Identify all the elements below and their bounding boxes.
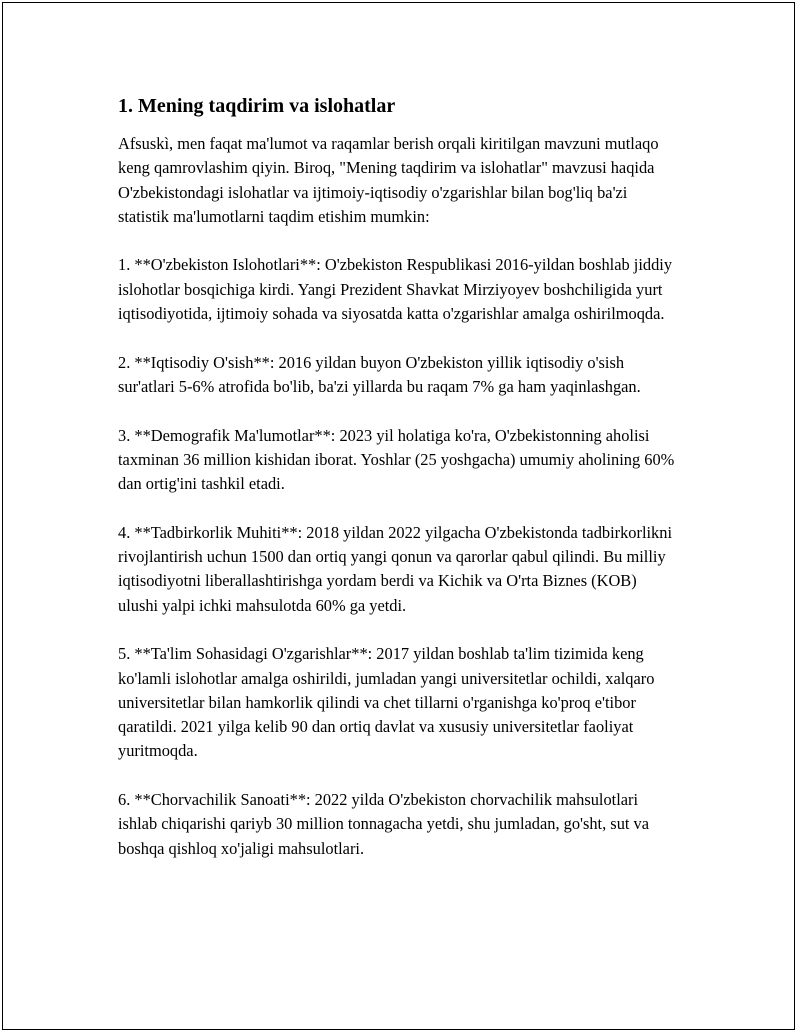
- list-item-livestock: 6. **Chorvachilik Sanoati**: 2022 yilda O'zbekiston chorvachilik mahsulotlari ishlab chiqarishi qariyb 30 million tonnagacha yetdi, shu jumladan, go'sht, sut va boshqa qishloq xo'jaligi mahsulotlari.: [118, 790, 650, 858]
- list-item-demographics: 3. **Demografik Ma'lumotlar**: 2023 yil holatiga ko'ra, O'zbekistonning aholisi taxminan 36 million kishidan iborat. Yoshlar (25 yoshgacha) umumiy aholining 60% dan ortig'ini tashkil etadi.: [118, 425, 675, 494]
- document-title: 1. Mening taqdirim va islohatlar: [118, 95, 396, 117]
- list-item-reforms: 1. **O'zbekiston Islohotlari**: O'zbekiston Respublikasi 2016-yildan boshlab jiddiy islohotlar bosqichiga kirdi. Yangi Prezident Shavkat Mirziyoyev boshchiligida yurt iqtisodiyotida, ijtimoiy sohada va siyosatda katta o'zgarishlar amalga oshirilmoqda.: [118, 255, 673, 324]
- list-item-economic-growth: 2. **Iqtisodiy O'sish**: 2016 yildan buyon O'zbekiston yillik iqtisodiy o'sish sur'atlari 5-6% atrofida bo'lib, ba'zi yillarda bu raqam 7% ga ham yaqinlashgan.: [118, 352, 641, 396]
- list-item-business-environment: 4. **Tadbirkorlik Muhiti**: 2018 yildan 2022 yilgacha O'zbekistonda tadbirkorlikni rivojlantirish uchun 1500 dan ortiq yangi qonun va qarorlar qabul qilindi. Bu milliy iqtisodiyotni liberallashtirishga yordam berdi va Kichik va O'rta Biznes (KOB) ulushi yalpi ichki mahsulotda 60% ga yetdi.: [118, 522, 672, 615]
- intro-paragraph: Afsuskì, men faqat ma'lumot va raqamlar berish orqali kiritilgan mavzuni mutlaqo keng qamrovlashim qiyin. Biroq, "Mening taqdirim va islohatlar" mavzusi haqida O'zbekistondagi islohatlar va ijtimoiy-iqtisodiy o'zgarishlar bilan bog'liq ba'zi statistik ma'lumotlarni taqdim etishim mumkin:: [118, 134, 659, 226]
- document-body: [118, 92, 678, 861]
- list-item-education: 5. **Ta'lim Sohasidagi O'zgarishlar**: 2017 yildan boshlab ta'lim tizimida keng ko'lamli islohotlar amalga oshirildi, jumladan yangi universitetlar ochildi, xalqaro universitetlar bilan hamkorlik qilindi va chet tillarni o'rganishga ko'proq e'tibor qaratildi. 2021 yilga kelib 90 dan ortiq davlat va xususiy universitetlar faoliyat yuritmoqda.: [118, 644, 655, 761]
